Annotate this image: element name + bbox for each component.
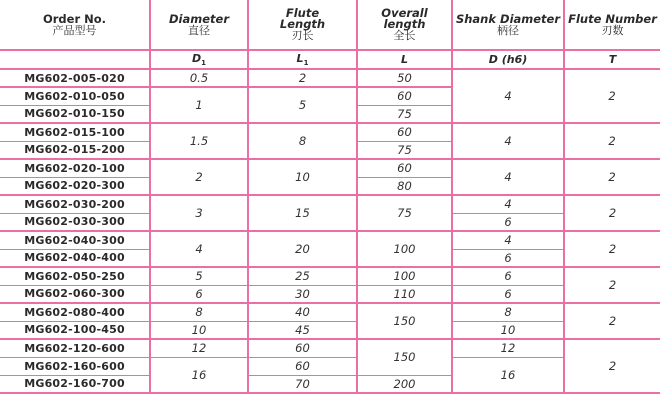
order-code: MG602-010-050: [0, 87, 150, 105]
shank-group-value: 4: [504, 170, 512, 184]
shank-cell: 6: [452, 249, 564, 267]
shank-cell: 16: [452, 357, 564, 393]
symbol-t: T: [564, 50, 660, 69]
d1-cell: 16: [150, 357, 248, 393]
group-rule: [564, 122, 660, 124]
l-cell: 150: [357, 339, 452, 375]
group-rule: [564, 158, 660, 160]
order-code: MG602-010-150: [0, 105, 150, 123]
flute-number-cell: 2: [564, 267, 660, 303]
l-cell: 100: [357, 231, 452, 267]
shank-cell: 6: [452, 267, 564, 285]
order-code: MG602-015-200: [0, 141, 150, 159]
symbol-row: [0, 50, 660, 69]
header-shank-diameter: Shank Diameter 柄径: [452, 0, 564, 50]
flute-group-value: 2: [608, 134, 616, 148]
header-diameter: Diameter 直径: [150, 0, 248, 50]
order-code: MG602-100-450: [0, 321, 150, 339]
shank-cell: 6: [452, 213, 564, 231]
l1-cell: 15: [248, 195, 357, 231]
l1-cell: 20: [248, 231, 357, 267]
order-code: MG602-020-100: [0, 159, 150, 177]
l-cell: 110: [357, 285, 452, 303]
flute-number-cell: 2: [564, 303, 660, 339]
l1-cell: 5: [248, 87, 357, 123]
shank-cell: 4: [452, 195, 564, 213]
flute-number-cell: 2: [564, 195, 660, 231]
shank-cell: 12: [452, 339, 564, 357]
d1-cell: 4: [150, 231, 248, 267]
d1-cell: 3: [150, 195, 248, 231]
order-code: MG602-050-250: [0, 267, 150, 285]
shank-cell: 8: [452, 303, 564, 321]
d1-cell: 6: [150, 285, 248, 303]
d1-cell: 10: [150, 321, 248, 339]
l-cell: 80: [357, 177, 452, 195]
shank-group-value: 4: [504, 134, 512, 148]
table-row: [0, 357, 660, 375]
header-flute-length: Flute Length 刃长: [248, 0, 357, 50]
symbol-l1: $L_1$: [248, 50, 357, 69]
order-code: MG602-120-600: [0, 339, 150, 357]
l-cell: 60: [357, 87, 452, 105]
table-row: [0, 285, 660, 303]
l1-cell: 2: [248, 69, 357, 87]
flute-group-value: 2: [608, 89, 616, 103]
order-code: MG602-030-200: [0, 195, 150, 213]
l-cell: 60: [357, 123, 452, 141]
l1-cell: 40: [248, 303, 357, 321]
d1-cell: 5: [150, 267, 248, 285]
shank-cell: 10: [452, 321, 564, 339]
shank-cell: 4: [452, 231, 564, 249]
d1-cell: 1.5: [150, 123, 248, 159]
flute-number-cell: 2: [564, 339, 660, 393]
l-cell: 75: [357, 141, 452, 159]
order-code: MG602-020-300: [0, 177, 150, 195]
l1-cell: 45: [248, 321, 357, 339]
order-code: MG602-160-600: [0, 357, 150, 375]
shank-group-value: 4: [504, 89, 512, 103]
l-cell: 150: [357, 303, 452, 339]
header-row: [0, 0, 660, 50]
header-overall-length: Overall length 全长: [357, 0, 452, 50]
l1-cell: 8: [248, 123, 357, 159]
l1-cell: 30: [248, 285, 357, 303]
l-cell: 60: [357, 159, 452, 177]
table-row: [0, 231, 660, 249]
l-cell: 100: [357, 267, 452, 285]
d1-cell: 1: [150, 87, 248, 123]
symbol-d1: $D_1$: [150, 50, 248, 69]
l-cell: 50: [357, 69, 452, 87]
symbol-l: L: [357, 50, 452, 69]
header-order: Order No. 产品型号: [42, 11, 107, 37]
group-rule: [452, 158, 564, 160]
symbol-d: D (h6): [452, 50, 564, 69]
l1-cell: 70: [248, 375, 357, 393]
symbol-empty: [0, 50, 150, 69]
d1-cell: 8: [150, 303, 248, 321]
order-code: MG602-040-400: [0, 249, 150, 267]
order-code: MG602-080-400: [0, 303, 150, 321]
l-cell: 75: [357, 195, 452, 231]
l1-cell: 60: [248, 357, 357, 375]
table-row: [0, 321, 660, 339]
header-flute-number: Flute Number 刃数: [564, 0, 660, 50]
l1-cell: 10: [248, 159, 357, 195]
l-cell: 75: [357, 105, 452, 123]
table-row: [0, 303, 660, 321]
table-row: [0, 195, 660, 213]
d1-cell: 2: [150, 159, 248, 195]
order-code: MG602-040-300: [0, 231, 150, 249]
l1-cell: 60: [248, 339, 357, 357]
order-code: MG602-005-020: [0, 69, 150, 87]
order-code: MG602-030-300: [0, 213, 150, 231]
l-cell: 200: [357, 375, 452, 393]
table-row: [0, 69, 660, 87]
table-row: [0, 267, 660, 285]
d1-cell: 0.5: [150, 69, 248, 87]
flute-number-cell: 2: [564, 231, 660, 267]
order-code: MG602-015-100: [0, 123, 150, 141]
order-code: MG602-160-700: [0, 375, 150, 393]
table-row: [0, 339, 660, 357]
l1-cell: 25: [248, 267, 357, 285]
group-rule: [452, 122, 564, 124]
flute-group-value: 2: [608, 170, 616, 184]
d1-cell: 12: [150, 339, 248, 357]
shank-cell: 6: [452, 285, 564, 303]
order-code: MG602-060-300: [0, 285, 150, 303]
